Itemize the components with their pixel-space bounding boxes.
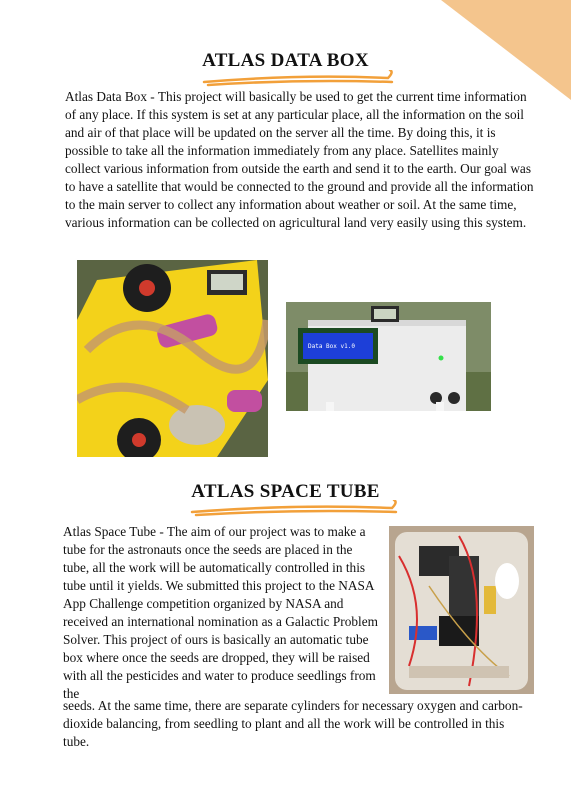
space-tube-electronics-photo [389, 526, 534, 694]
section-title-space-tube: ATLAS SPACE TUBE [191, 481, 380, 502]
space-tube-description-continued: seeds. At the same time, there are separate cylinders for necessary oxygen and carbon-dioxide balancing, from seedling to plant and all the work will be controlled in this tube. [63, 698, 523, 749]
data-box-enclosure-photo [286, 302, 491, 411]
section-title-data-box: ATLAS DATA BOX [202, 50, 369, 71]
title-underline-swoosh [200, 70, 400, 88]
title-underline-swoosh [188, 500, 404, 518]
space-tube-description-wrapped: Atlas Space Tube - The aim of our project was to make a tube for the astronauts once the seeds are placed in the tube, all the work will be automatically controlled in this tube until it yields. We submitted this project to the NASA App Challenge competition organized by NASA and received an international nomination as a Galactic Problem Solver. This project of ours is basically an automatic tube box where once the seeds are dropped, they will be raised with all the pesticides and water to produce seedlings from the [63, 524, 378, 701]
lcd-readout: Data Box v1.0 [308, 343, 355, 350]
data-box-prototype-photo [77, 260, 268, 457]
data-box-description: Atlas Data Box - This project will basically be used to get the current time information of any place. If this system is set at any particular place, all the information on the soil and air of that place will be updated on the server all the time. By doing this, it is possible to take all the information immediately from any place. Satellites mainly collect various information from outside the earth and send it to the earth. Our goal was to have a satellite that would be connected to the ground and provide all the information to the main server to collect any information about weather or soil. At the same time, various information can be collected on agricultural land very easily using this system. [65, 89, 534, 230]
